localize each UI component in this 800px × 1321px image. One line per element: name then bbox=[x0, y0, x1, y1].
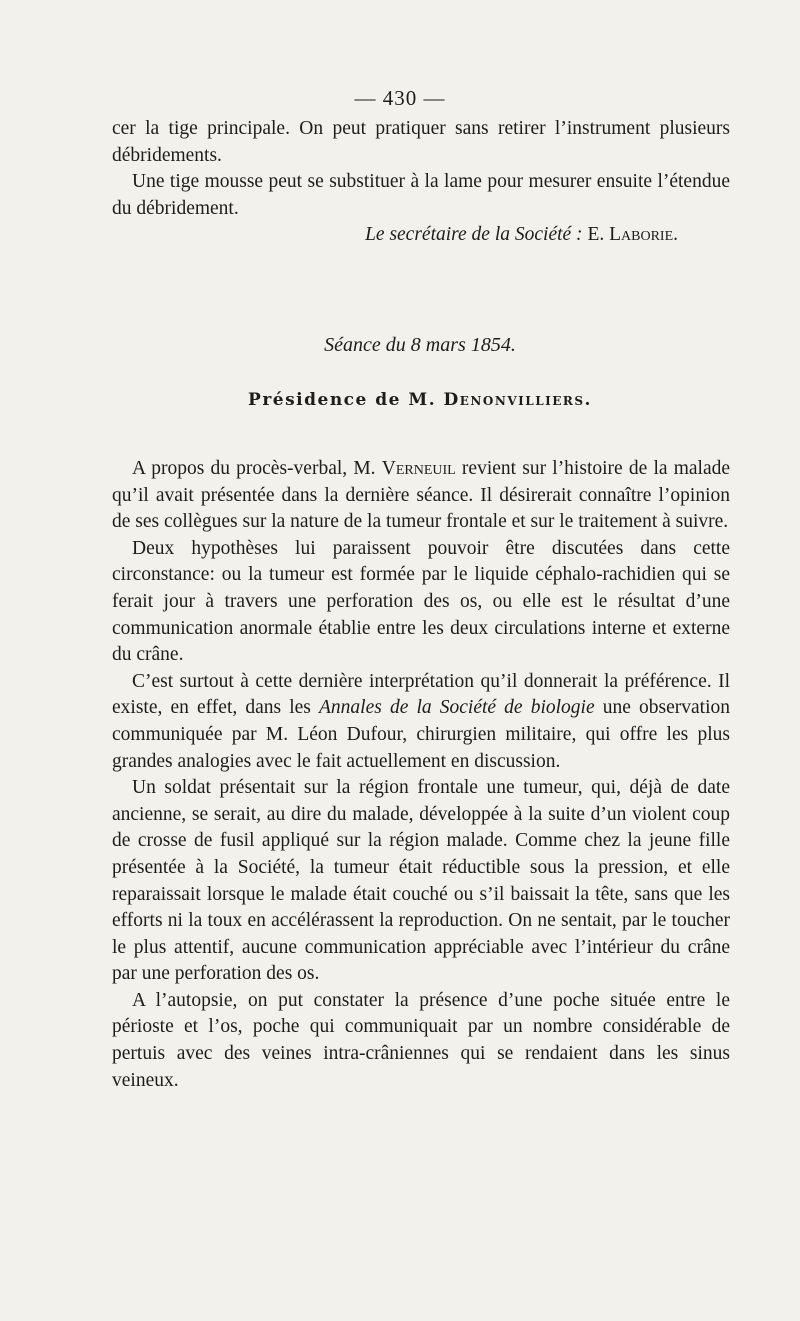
presidence-name: Denonvilliers. bbox=[443, 390, 592, 410]
continuation-paragraph-2: Une tige mousse peut se substituer à la lame pour mesurer ensuite l’étendue du débridement. bbox=[112, 171, 730, 219]
secretary-signature bbox=[365, 224, 678, 246]
annales-title: Annales de la Société de biologie bbox=[319, 697, 595, 719]
signature-name: E. Laborie. bbox=[587, 224, 678, 245]
body-paragraph-2: Deux hypothèses lui paraissent pouvoir être discutées dans cette circonstance: ou la tumeur est formée par le liquide céphalo-rachidien qui se ferait jour à travers une perforation des os, ou elle est le résultat d’une communication anormale établie entre les deux circulations interne et externe du crâne. bbox=[112, 537, 730, 666]
continuation-text bbox=[112, 116, 730, 222]
session-title: Séance du 8 mars 1854. bbox=[324, 334, 516, 356]
body-paragraph-3 bbox=[112, 669, 730, 775]
presidence-heading bbox=[0, 390, 800, 410]
p3-text-before: C’est surtout à cette dernière interprétation qu’il donnerait la préférence. Il existe, en effet, dans les bbox=[112, 670, 730, 719]
page-number: — 430 — bbox=[354, 86, 446, 110]
body-paragraph-5: A l’autopsie, on put constater la présence d’une poche située entre le périoste et l’os, poche qui communiquait par un nombre considérable de pertuis avec des veines intra-crâniennes qui se rendaient dans les sinus veineux. bbox=[112, 989, 730, 1091]
p1-text-before: A propos du procès-verbal, M. bbox=[132, 458, 376, 479]
body-paragraph-4: Un soldat présentait sur la région frontale une tumeur, qui, déjà de date ancienne, se serait, au dire du malade, développée à la suite d’un violent coup de crosse de fusil appliqué sur la région malade. Comme chez la jeune fille présentée à la Société, la tumeur était réductible sous la pression, et elle reparaissait lorsque le malade était couché ou s’il baissait la tête, sans que les efforts ni la toux en accélérassent la reproduction. On ne sentait, par le toucher le plus attentif, aucune communication appréciable avec l’intérieur du crâne par une perforation des os. bbox=[112, 777, 730, 985]
continuation-paragraph-1: cer la tige principale. On peut pratiquer sans retirer l’instrument plusieurs débridements. bbox=[112, 118, 730, 166]
presidence-prefix: Présidence de M. bbox=[248, 390, 437, 410]
verneuil-name: Verneuil bbox=[381, 458, 456, 479]
p1-text-after: revient sur l’histoire de la malade qu’il avait présentée dans la dernière séance. Il désirerait connaître l’opinion de ses collègues sur la nature de la tumeur frontale et sur le traitement à suivre. bbox=[112, 458, 731, 533]
signature-label: Le secrétaire de la Société : bbox=[365, 224, 583, 245]
p3-text-after: une observation communiquée par M. Léon Dufour, chirurgien militaire, qui offre les plus grandes analogies avec le fait actuellement en discussion. bbox=[112, 697, 731, 772]
body-paragraph-1 bbox=[112, 456, 730, 536]
body-text bbox=[112, 456, 730, 1094]
